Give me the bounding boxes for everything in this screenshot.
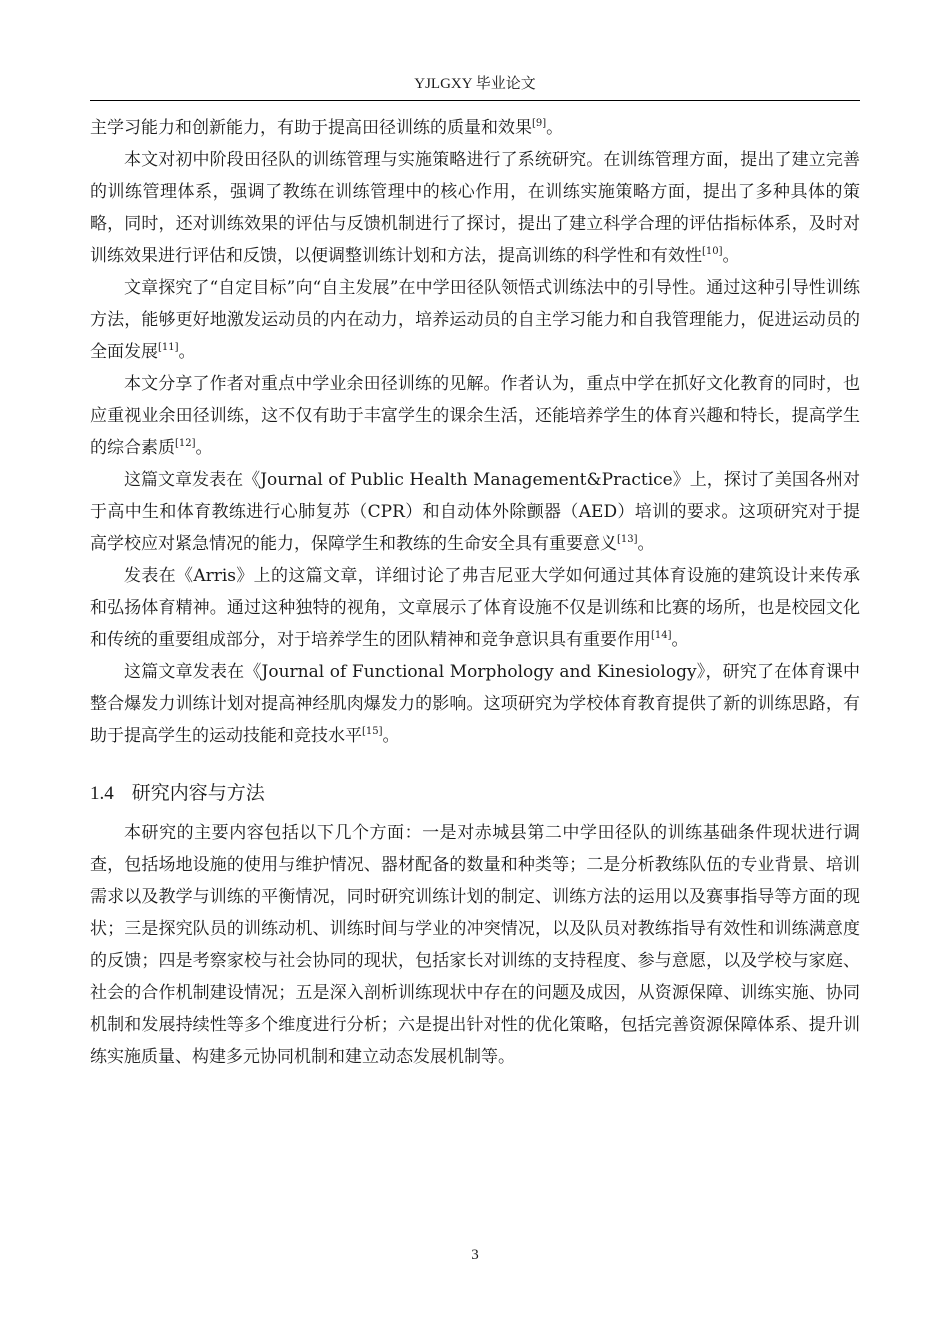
- paragraph-text: 文章探究了“自定目标”向“自主发展”在中学田径队领悟式训练法中的引导性。通过这种引导性训练方法，能够更好地激发运动员的内在动力，培养运动员的自主学习能力和自我管理能力，促进运动员的全面发展: [90, 278, 860, 362]
- citation-ref: [15]: [362, 726, 383, 737]
- paragraph: [90, 272, 860, 368]
- body-text: [90, 112, 860, 1073]
- section-title: 研究内容与方法: [131, 782, 265, 804]
- paragraph-tail: 。: [195, 438, 213, 458]
- paragraph: [90, 560, 860, 656]
- paragraph-tail: 。: [546, 118, 564, 138]
- citation-ref: [12]: [175, 438, 196, 449]
- paragraph-text: 这篇文章发表在《Journal of Public Health Management&Practice》上，探讨了美国各州对于高中生和体育教练进行心肺复苏（CPR）和自动体外除颤器（AED）培训的要求。这项研究对于提高学校应对紧急情况的能力，保障学生和教练的生命安全具有重要意义: [90, 470, 860, 554]
- paragraph: [90, 144, 860, 272]
- running-header: YJLGXY 毕业论文: [414, 76, 536, 92]
- paragraph-text: 本文对初中阶段田径队的训练管理与实施策略进行了系统研究。在训练管理方面，提出了建立完善的训练管理体系，强调了教练在训练管理中的核心作用，在训练实施策略方面，提出了多种具体的策略，同时，还对训练效果的评估与反馈机制进行了探讨，提出了建立科学合理的评估指标体系，及时对训练效果进行评估和反馈，以便调整训练计划和方法，提高训练的科学性和有效性: [90, 150, 860, 266]
- paragraph-text: 主学习能力和创新能力，有助于提高田径训练的质量和效果: [90, 118, 532, 138]
- paragraph-tail: 。: [637, 534, 655, 554]
- paragraph-continued: [90, 112, 860, 144]
- section-number: 1.4: [90, 783, 114, 804]
- paragraph: [90, 656, 860, 752]
- paragraph-text: 发表在《Arris》上的这篇文章，详细讨论了弗吉尼亚大学如何通过其体育设施的建筑设计来传承和弘扬体育精神。通过这种独特的视角，文章展示了体育设施不仅是训练和比赛的场所，也是校园文化和传统的重要组成部分，对于培养学生的团队精神和竞争意识具有重要作用: [90, 566, 860, 650]
- paragraph-text: 这篇文章发表在《Journal of Functional Morphology and Kinesiology》，研究了在体育课中整合爆发力训练计划对提高神经肌肉爆发力的影响。这项研究为学校体育教育提供了新的训练思路，有助于提高学生的运动技能和竞技水平: [90, 662, 860, 746]
- paragraph-text: 本文分享了作者对重点中学业余田径训练的见解。作者认为，重点中学在抓好文化教育的同时，也应重视业余田径训练，这不仅有助于丰富学生的课余生活，还能培养学生的体育兴趣和特长，提高学生的综合素质: [90, 374, 860, 458]
- citation-ref: [14]: [651, 630, 672, 641]
- page-number: 3: [471, 1247, 479, 1263]
- section-heading: [90, 774, 860, 813]
- header-rule: [90, 100, 860, 101]
- paragraph-tail: 。: [178, 342, 196, 362]
- citation-ref: [9]: [532, 118, 547, 129]
- section-paragraph: 本研究的主要内容包括以下几个方面：一是对赤城县第二中学田径队的训练基础条件现状进行调查，包括场地设施的使用与维护情况、器材配备的数量和种类等；二是分析教练队伍的专业背景、培训需求以及教学与训练的平衡情况，同时研究训练计划的制定、训练方法的运用以及赛事指导等方面的现状；三是探究队员的训练动机、训练时间与学业的冲突情况，以及队员对教练指导有效性和训练满意度的反馈；四是考察家校与社会协同的现状，包括家长对训练的支持程度、参与意愿，以及学校与家庭、社会的合作机制建设情况；五是深入剖析训练现状中存在的问题及成因，从资源保障、训练实施、协同机制和发展持续性等多个维度进行分析；六是提出针对性的优化策略，包括完善资源保障体系、提升训练实施质量、构建多元协同机制和建立动态发展机制等。: [90, 823, 860, 1067]
- paragraph-tail: 。: [722, 246, 740, 266]
- paragraph-tail: 。: [671, 630, 689, 650]
- paragraph: [90, 368, 860, 464]
- citation-ref: [11]: [158, 342, 179, 353]
- citation-ref: [10]: [702, 246, 723, 257]
- citation-ref: [13]: [617, 534, 638, 545]
- paragraph: [90, 464, 860, 560]
- paragraph-tail: 。: [382, 726, 400, 746]
